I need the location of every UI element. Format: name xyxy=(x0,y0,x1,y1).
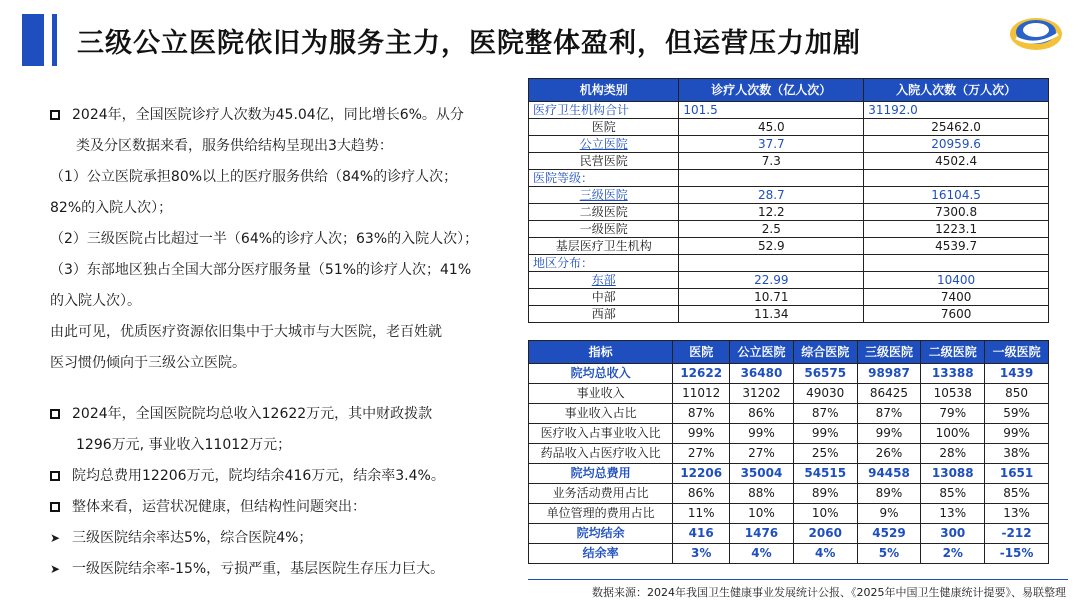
table-row xyxy=(529,384,1049,404)
table-cell: 7600 xyxy=(864,306,1049,323)
table-cell: 99% xyxy=(673,424,730,444)
table-cell: 医院等级： xyxy=(529,170,679,187)
table-cell: 31192.0 xyxy=(864,102,1049,119)
table-cell: 基层医疗卫生机构 xyxy=(529,238,679,255)
table-cell: 56575 xyxy=(793,364,857,384)
column-header: 三级医院 xyxy=(857,341,921,364)
table-cell: 850 xyxy=(985,384,1049,404)
table-cell: 3% xyxy=(673,544,730,564)
table-cell: 38% xyxy=(985,444,1049,464)
table-cell xyxy=(679,170,864,187)
table-cell: 1439 xyxy=(985,364,1049,384)
square-bullet-icon xyxy=(50,502,60,512)
table-cell: 99% xyxy=(730,424,794,444)
column-header: 机构类别 xyxy=(529,79,679,102)
table-cell: 10% xyxy=(730,504,794,524)
table-cell: 二级医院 xyxy=(529,204,679,221)
column-header: 公立医院 xyxy=(730,341,794,364)
institution-visits-table xyxy=(528,78,1049,323)
table-cell: 59% xyxy=(985,404,1049,424)
table-cell: 28% xyxy=(921,444,985,464)
trend-2: （2）三级医院占比超过一半（64%的诊疗人次；63%的入院人次）； xyxy=(50,231,479,247)
table-cell: 院均总费用 xyxy=(529,464,673,484)
table-cell xyxy=(679,255,864,272)
table-cell: 11012 xyxy=(673,384,730,404)
arrow-bullet-icon: ➤ xyxy=(50,562,61,576)
table-cell: 7300.8 xyxy=(864,204,1049,221)
table-cell: -15% xyxy=(985,544,1049,564)
footer-divider xyxy=(528,579,1068,580)
table-cell: 医疗收入占事业收入比 xyxy=(529,424,673,444)
paragraph-visits: 2024年，全国医院诊疗人次数为45.04亿，同比增长6%。从分 xyxy=(72,107,464,123)
point-tertiary: 三级医院结余率达5%，综合医院4%； xyxy=(72,530,313,546)
table-cell: 85% xyxy=(985,484,1049,504)
table-cell: 86% xyxy=(730,404,794,424)
table-cell: 25% xyxy=(793,444,857,464)
table-cell: 结余率 xyxy=(529,544,673,564)
table-cell: 2060 xyxy=(793,524,857,544)
paragraph-overall: 整体来看，运营状况健康，但结构性问题突出： xyxy=(72,499,366,515)
table-header-row xyxy=(529,79,1049,102)
table-cell: 东部 xyxy=(529,272,679,289)
table-row xyxy=(529,404,1049,424)
point-primary: 一级医院结余率-15%，亏损严重，基层医院生存压力巨大。 xyxy=(72,561,445,577)
table-row xyxy=(529,238,1049,255)
table-cell: 1476 xyxy=(730,524,794,544)
table-row xyxy=(529,504,1049,524)
table-cell: 院均结余 xyxy=(529,524,673,544)
table-cell: 27% xyxy=(730,444,794,464)
table-row xyxy=(529,221,1049,238)
table-cell: 2.5 xyxy=(679,221,864,238)
table-cell: 事业收入占比 xyxy=(529,404,673,424)
table-cell: 10400 xyxy=(864,272,1049,289)
square-bullet-icon xyxy=(50,471,60,481)
table-cell: 4539.7 xyxy=(864,238,1049,255)
table-cell: 36480 xyxy=(730,364,794,384)
table-cell: 7400 xyxy=(864,289,1049,306)
column-header: 医院 xyxy=(673,341,730,364)
table-cell: 31202 xyxy=(730,384,794,404)
table-cell: 10538 xyxy=(921,384,985,404)
table-cell: 416 xyxy=(673,524,730,544)
table-cell: 事业收入 xyxy=(529,384,673,404)
table-row xyxy=(529,255,1049,272)
table-cell: 300 xyxy=(921,524,985,544)
table-cell: 9% xyxy=(857,504,921,524)
table-cell xyxy=(864,255,1049,272)
table-cell: 26% xyxy=(857,444,921,464)
table-cell: 52.9 xyxy=(679,238,864,255)
table-cell: 86% xyxy=(673,484,730,504)
table-cell: 98987 xyxy=(857,364,921,384)
table-cell: 院均总收入 xyxy=(529,364,673,384)
table-cell: 87% xyxy=(857,404,921,424)
table-row xyxy=(529,544,1049,564)
table-row xyxy=(529,119,1049,136)
square-bullet-icon xyxy=(50,110,60,120)
column-header: 指标 xyxy=(529,341,673,364)
table-row xyxy=(529,306,1049,323)
table-cell: 99% xyxy=(857,424,921,444)
table-cell: 10% xyxy=(793,504,857,524)
table-cell: 99% xyxy=(793,424,857,444)
table-cell: 20959.6 xyxy=(864,136,1049,153)
table-cell: 4502.4 xyxy=(864,153,1049,170)
table-cell: 79% xyxy=(921,404,985,424)
table-cell: 86425 xyxy=(857,384,921,404)
table-cell: 13% xyxy=(985,504,1049,524)
trend-3: （3）东部地区独占全国大部分医疗服务量（51%的诊疗人次；41% xyxy=(50,262,472,278)
column-header: 诊疗人次数（亿人次） xyxy=(679,79,864,102)
column-header: 综合医院 xyxy=(793,341,857,364)
paragraph-revenue: 2024年，全国医院院均总收入12622万元，其中财政拨款 xyxy=(72,406,433,422)
table-cell: 中部 xyxy=(529,289,679,306)
table-cell: 49030 xyxy=(793,384,857,404)
trend-3-cont: 的入院人次）。 xyxy=(50,293,141,309)
conclusion: 由此可见，优质医疗资源依旧集中于大城市与大医院，老百姓就 xyxy=(50,324,442,340)
paragraph-cost: 院均总费用12206万元，院均结余416万元，结余率3.4%。 xyxy=(72,468,445,484)
table-cell: 2% xyxy=(921,544,985,564)
trend-1-cont: 82%的入院人次）； xyxy=(50,200,173,216)
conclusion-cont: 医习惯仍倾向于三级公立医院。 xyxy=(50,355,246,371)
table-cell: 88% xyxy=(730,484,794,504)
table-cell: 医院 xyxy=(529,119,679,136)
table-cell: 10.71 xyxy=(679,289,864,306)
hospital-finance-table xyxy=(528,340,1049,564)
table-cell xyxy=(864,170,1049,187)
table-row xyxy=(529,204,1049,221)
table-cell: 16104.5 xyxy=(864,187,1049,204)
table-cell: 药品收入占医疗收入比 xyxy=(529,444,673,464)
table-cell: 54515 xyxy=(793,464,857,484)
title-bar xyxy=(22,14,861,66)
table-cell: 37.7 xyxy=(679,136,864,153)
square-bullet-icon xyxy=(50,409,60,419)
table-cell: 87% xyxy=(673,404,730,424)
table-row xyxy=(529,524,1049,544)
table-cell: 地区分布： xyxy=(529,255,679,272)
table-cell: 100% xyxy=(921,424,985,444)
table-cell: 业务活动费用占比 xyxy=(529,484,673,504)
table-cell: 89% xyxy=(857,484,921,504)
table-row xyxy=(529,170,1049,187)
table-cell: 一级医院 xyxy=(529,221,679,238)
table-cell: 85% xyxy=(921,484,985,504)
table-cell: 7.3 xyxy=(679,153,864,170)
table-cell: 13% xyxy=(921,504,985,524)
table-header-row xyxy=(529,341,1049,364)
column-header: 一级医院 xyxy=(985,341,1049,364)
table-row xyxy=(529,136,1049,153)
table-cell: -212 xyxy=(985,524,1049,544)
table-cell: 13388 xyxy=(921,364,985,384)
left-text-panel xyxy=(50,100,520,585)
table-cell: 西部 xyxy=(529,306,679,323)
table-row xyxy=(529,272,1049,289)
page-title: 三级公立医院依旧为服务主力，医院整体盈利，但运营压力加剧 xyxy=(77,27,861,59)
trend-1: （1）公立医院承担80%以上的医疗服务供给（84%的诊疗人次； xyxy=(50,169,458,185)
title-accent-bar xyxy=(22,14,44,66)
table-cell: 1223.1 xyxy=(864,221,1049,238)
table-cell: 28.7 xyxy=(679,187,864,204)
table-cell: 13088 xyxy=(921,464,985,484)
table-cell: 12.2 xyxy=(679,204,864,221)
table-row xyxy=(529,187,1049,204)
table-cell: 101.5 xyxy=(679,102,864,119)
table-cell: 45.0 xyxy=(679,119,864,136)
arrow-bullet-icon: ➤ xyxy=(50,531,61,545)
table-cell: 民营医院 xyxy=(529,153,679,170)
table-cell: 12622 xyxy=(673,364,730,384)
table-cell: 94458 xyxy=(857,464,921,484)
table-cell: 25462.0 xyxy=(864,119,1049,136)
table-cell: 11% xyxy=(673,504,730,524)
table-cell: 4% xyxy=(793,544,857,564)
table-cell: 5% xyxy=(857,544,921,564)
logo-icon xyxy=(1006,8,1066,56)
table-cell: 三级医院 xyxy=(529,187,679,204)
table-row xyxy=(529,464,1049,484)
table-cell: 公立医院 xyxy=(529,136,679,153)
table-cell: 99% xyxy=(985,424,1049,444)
table-cell: 22.99 xyxy=(679,272,864,289)
table-cell: 1651 xyxy=(985,464,1049,484)
title-accent-thin-bar xyxy=(52,14,57,66)
table-cell: 单位管理的费用占比 xyxy=(529,504,673,524)
table-cell: 4% xyxy=(730,544,794,564)
table-cell: 89% xyxy=(793,484,857,504)
table-row xyxy=(529,364,1049,384)
table-cell: 4529 xyxy=(857,524,921,544)
table-cell: 11.34 xyxy=(679,306,864,323)
table-cell: 医疗卫生机构合计 xyxy=(529,102,679,119)
table-cell: 12206 xyxy=(673,464,730,484)
paragraph-revenue-cont: 1296万元, 事业收入11012万元； xyxy=(76,437,292,453)
table-cell: 35004 xyxy=(730,464,794,484)
table-row xyxy=(529,444,1049,464)
data-source-footer: 数据来源：2024年我国卫生健康事业发展统计公报、《2025年中国卫生健康统计提要》、易联整理 xyxy=(592,586,1066,599)
column-header: 二级医院 xyxy=(921,341,985,364)
column-header: 入院人次数（万人次） xyxy=(864,79,1049,102)
table-row xyxy=(529,153,1049,170)
table-row xyxy=(529,102,1049,119)
table-row xyxy=(529,289,1049,306)
table-cell: 87% xyxy=(793,404,857,424)
table-cell: 27% xyxy=(673,444,730,464)
table-row xyxy=(529,484,1049,504)
paragraph-visits-cont: 类及分区数据来看，服务供给结构呈现出3大趋势： xyxy=(76,138,393,154)
table-row xyxy=(529,424,1049,444)
